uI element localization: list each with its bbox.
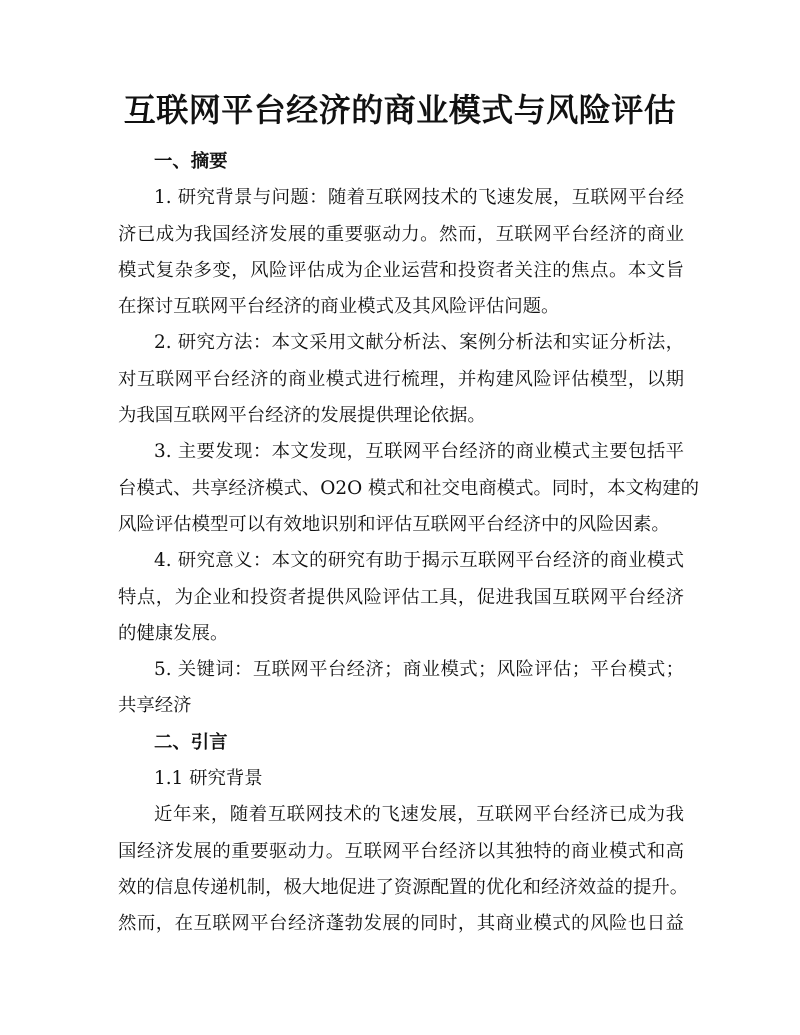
paragraph-line: 然而，在互联网平台经济蓬勃发展的同时，其商业模式的风险也日益 <box>118 913 684 935</box>
paragraph-line: 效的信息传递机制，极大地促进了资源配置的优化和经济效益的提升。 <box>118 876 689 898</box>
paragraph-line: 近年来，随着互联网技术的飞速发展，互联网平台经济已成为我 <box>154 804 684 826</box>
paragraph-line: 在探讨互联网平台经济的商业模式及其风险评估问题。 <box>118 296 560 318</box>
paragraph-keywords <box>118 652 684 725</box>
paragraph-line: 国经济发展的重要驱动力。互联网平台经济以其独特的商业模式和高 <box>118 840 684 862</box>
paragraph-line: 3. 主要发现：本文发现，互联网平台经济的商业模式主要包括平 <box>154 441 684 463</box>
paragraph-line: 1. 研究背景与问题：随着互联网技术的飞速发展，互联网平台经 <box>154 187 684 209</box>
paragraph-line: 济已成为我国经济发展的重要驱动力。然而，互联网平台经济的商业 <box>118 223 684 245</box>
paragraph-line: 4. 研究意义：本文的研究有助于揭示互联网平台经济的商业模式 <box>154 550 684 572</box>
section-heading-introduction: 二、引言 <box>154 731 228 753</box>
document-title: 互联网平台经济的商业模式与风险评估 <box>123 91 677 129</box>
paragraph-line: 5. 关键词：互联网平台经济；商业模式；风险评估；平台模式； <box>154 659 684 681</box>
paragraph-line: 为我国互联网平台经济的发展提供理论依据。 <box>118 405 486 427</box>
paragraph-line: 的健康发展。 <box>118 622 229 644</box>
paragraph-line: 对互联网平台经济的商业模式进行梳理，并构建风险评估模型，以期 <box>118 368 684 390</box>
paragraph-line: 共享经济 <box>118 695 192 717</box>
paragraph-line: 模式复杂多变，风险评估成为企业运营和投资者关注的焦点。本文旨 <box>118 259 684 281</box>
paragraph-line: 特点，为企业和投资者提供风险评估工具，促进我国互联网平台经济 <box>118 586 684 608</box>
document-body <box>118 144 700 943</box>
paragraph-research-method <box>118 325 684 434</box>
paragraph-line: 2. 研究方法：本文采用文献分析法、案例分析法和实证分析法， <box>154 332 684 354</box>
section-heading-abstract: 一、摘要 <box>154 151 228 172</box>
paragraph-research-significance <box>118 543 684 652</box>
paragraph-line: 台模式、共享经济模式、O2O 模式和社交电商模式。同时，本文构建的 <box>118 477 700 499</box>
paragraph-line: 风险评估模型可以有效地识别和评估互联网平台经济中的风险因素。 <box>118 513 670 535</box>
paragraph-main-findings <box>118 434 700 543</box>
paragraph-intro-background <box>118 797 689 942</box>
paragraph-research-background <box>118 180 684 325</box>
subsection-heading-background: 1.1 研究背景 <box>154 768 263 790</box>
